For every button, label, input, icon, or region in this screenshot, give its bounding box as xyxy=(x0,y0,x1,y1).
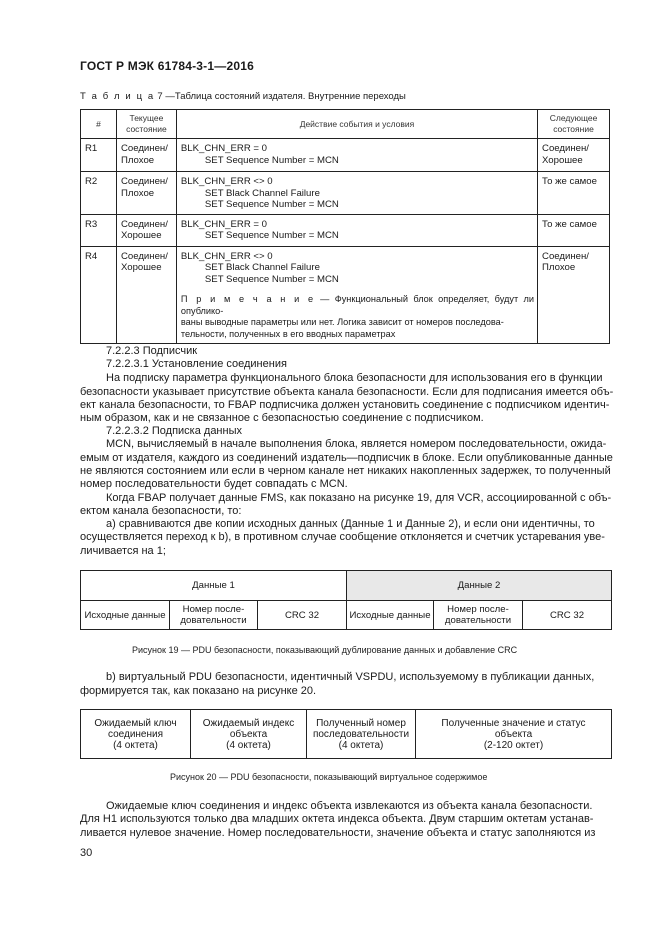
figure-19-caption: Рисунок 19 — PDU безопасности, показывающий дублирование данных и добавление CRC xyxy=(132,645,518,655)
row-next-state: Соединен/ Хорошее xyxy=(538,139,610,172)
crc32-1: CRC 32 xyxy=(257,600,347,630)
row-current-state: Соединен/ Плохое xyxy=(116,139,176,172)
paragraph-line: ным образом, как и не связанное с безопасностью соединение с подписчиком. xyxy=(80,412,484,424)
paragraph-line: ливается нулевое значение. Номер последовательности, значение объекта и статус заполняются из xyxy=(80,827,596,839)
row-id: R1 xyxy=(81,139,117,172)
row-current-state: Соединен/ Хорошее xyxy=(116,246,176,344)
row-action: BLK_CHN_ERR <> 0 SET Black Channel Failure SET Sequence Number = MCN П р и м е ч а н и е — Функциональный блок определяет, будут ли опублико- ваны выводные параметры или нет. Логика зависит от номеров последова- тельности, полученных в его вводных параметрах xyxy=(176,246,537,344)
paragraph-line: безопасности указывает присутствие объекта канала безопасности. Если для подписания имеется объ- xyxy=(80,386,614,398)
figure-20 xyxy=(80,709,612,759)
expected-connection-key: Ожидаемый ключ соединения (4 октета) xyxy=(80,709,191,759)
figure-20-caption: Рисунок 20 — PDU безопасности, показывающий виртуальное содержимое xyxy=(170,772,488,782)
paragraph-line: Ожидаемые ключ соединения и индекс объекта извлекаются из объекта канала безопасности. xyxy=(106,800,593,812)
col-header-action: Действие события и условия xyxy=(176,110,537,139)
paragraph-line: Когда FBAP получает данные FMS, как показано на рисунке 19, для VCR, ассоциированной с объ- xyxy=(106,492,612,504)
figure-19 xyxy=(80,570,612,630)
table-caption-prefix: Т а б л и ц а xyxy=(80,91,155,102)
paragraph-line: личивается на 1; xyxy=(80,545,166,557)
table-note: П р и м е ч а н и е — Функциональный блок определяет, будут ли опублико- ваны выводные параметры или нет. Логика зависит от номеров последова- тельности, полученных в его вводных параметрах xyxy=(180,294,535,339)
row-id: R4 xyxy=(81,246,117,344)
paragraph-line: ектом канала безопасности, то: xyxy=(80,505,242,517)
state-table xyxy=(80,109,610,344)
document-header: ГОСТ Р МЭК 61784-3-1—2016 xyxy=(80,59,254,73)
row-next-state: То же самое xyxy=(538,214,610,246)
sequence-number-2: Номер после- довательности xyxy=(433,600,523,630)
paragraph-line: а) сравниваются две копии исходных данных (Данные 1 и Данные 2), и если они идентичны, то xyxy=(106,518,595,530)
paragraph-line: b) виртуальный PDU безопасности, идентичный VSPDU, используемому в публикации данных, xyxy=(106,671,595,683)
received-sequence-number: Полученный номер последовательности (4 октета) xyxy=(306,709,416,759)
row-id: R3 xyxy=(81,214,117,246)
row-next-state: То же самое xyxy=(538,172,610,215)
row-next-state: Соединен/ Плохое xyxy=(538,246,610,344)
crc32-2: CRC 32 xyxy=(522,600,612,630)
source-data-1: Исходные данные xyxy=(80,600,170,630)
paragraph-line: осуществляется переход к b), в противном случае сообщение отклоняется и счетчик устаревания уве- xyxy=(80,531,605,543)
row-current-state: Соединен/ Плохое xyxy=(116,172,176,215)
col-header-next: Следующее состояние xyxy=(538,110,610,139)
received-value-status: Полученные значение и статус объекта (2-120 октет) xyxy=(415,709,612,759)
section-heading-72232: 7.2.2.3.2 Подписка данных xyxy=(106,425,242,437)
section-heading-7223: 7.2.2.3 Подписчик xyxy=(106,345,198,357)
paragraph-line: ект канала безопасности, то FBAP подписчика должен установить соединение с подписчиком идентич- xyxy=(80,399,610,411)
table-header-row xyxy=(81,110,610,139)
page-number: 30 xyxy=(80,847,93,859)
paragraph-line: не являются состоянием или если в черном канале нет никаких накопленных задержек, то полученный xyxy=(80,465,611,477)
paragraph-line: MCN, вычисляемый в начале выполнения блока, является номером последовательности, ожида- xyxy=(106,438,607,450)
table-row xyxy=(81,139,610,172)
row-action: BLK_CHN_ERR = 0 SET Sequence Number = MCN xyxy=(176,214,537,246)
col-header-num: # xyxy=(81,110,117,139)
section-heading-72231: 7.2.2.3.1 Установление соединения xyxy=(106,358,287,370)
table-caption xyxy=(80,91,406,102)
row-id: R2 xyxy=(81,172,117,215)
table-caption-text: 7 —Таблица состояний издателя. Внутренние переходы xyxy=(157,91,406,102)
col-header-current: Текущее состояние xyxy=(116,110,176,139)
expected-object-index: Ожидаемый индекс объекта (4 октета) xyxy=(190,709,307,759)
row-action: BLK_CHN_ERR <> 0 SET Black Channel Failure SET Sequence Number = MCN xyxy=(176,172,537,215)
paragraph-line: На подписку параметра функционального блока безопасности для использования его в функции xyxy=(106,372,603,384)
sequence-number-1: Номер после- довательности xyxy=(169,600,258,630)
paragraph-line: емым от издателя, каждого из соединений издатель—подписчик в блоке. Если опубликованные данные xyxy=(80,452,613,464)
table-row xyxy=(81,172,610,215)
paragraph-line: номер последовательности будет совпадать с MCN. xyxy=(80,478,348,490)
table-row xyxy=(81,214,610,246)
source-data-2: Исходные данные xyxy=(346,600,434,630)
data1-block: Данные 1 xyxy=(80,570,347,601)
data2-block: Данные 2 xyxy=(346,570,612,601)
table-row xyxy=(81,246,610,344)
row-action: BLK_CHN_ERR = 0 SET Sequence Number = MCN xyxy=(176,139,537,172)
paragraph-line: формируется так, как показано на рисунке 20. xyxy=(80,685,317,697)
row-current-state: Соединен/ Хорошее xyxy=(116,214,176,246)
paragraph-line: Для H1 используются только два младших октета индекса объекта. Двум старшим октетам устанав- xyxy=(80,813,594,825)
